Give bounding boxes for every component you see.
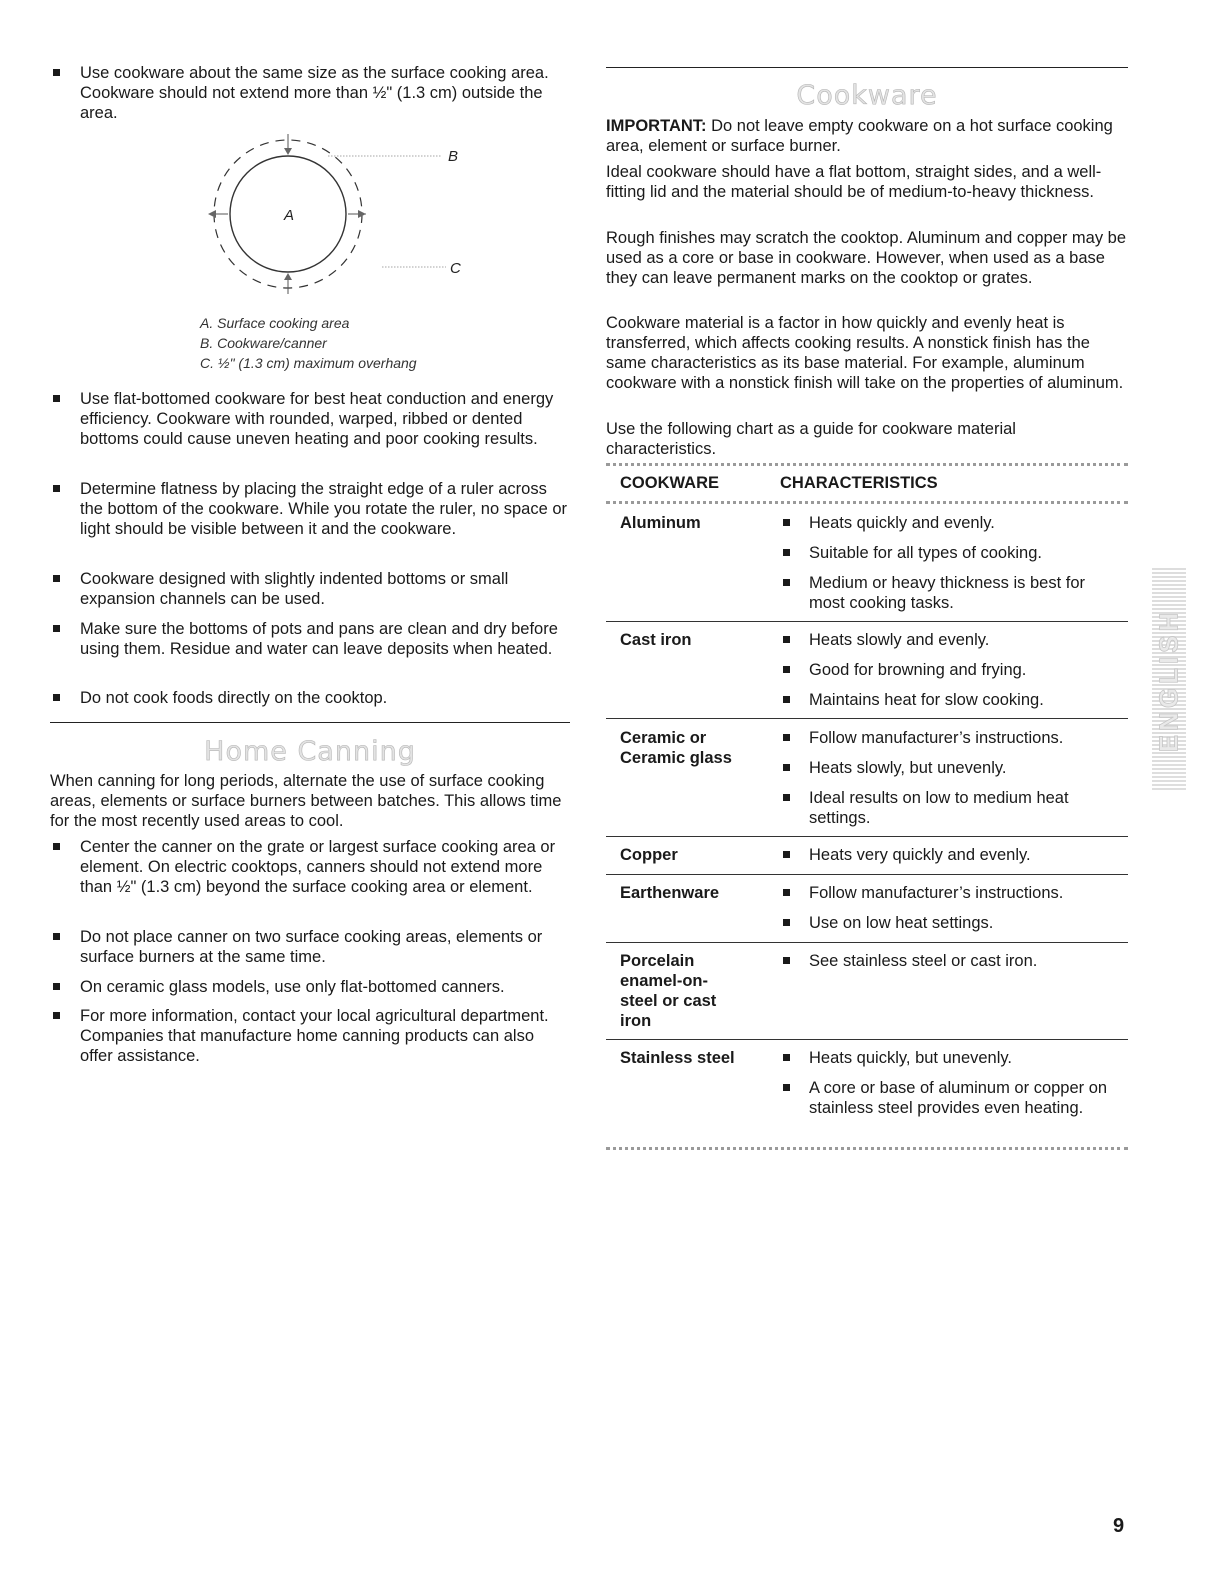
list-item: Follow manufacturer’s instructions. (780, 883, 1110, 903)
canning-intro: When canning for long periods, alternate the use of surface cooking areas, elements or surface burners between batches. This allows time for the most recently used areas to cool. (50, 772, 562, 830)
list-item: Cookware designed with slightly indented bottoms or small expansion channels can be used. (50, 569, 570, 609)
row-divider (606, 874, 1128, 875)
important-text: Do not leave empty cookware on a hot surface cooking area, element or surface burner. (606, 117, 1113, 155)
home-canning-heading: Home Canning (204, 736, 416, 767)
list-item: Good for browning and frying. (780, 660, 1110, 680)
bullet-square-icon (783, 851, 790, 858)
material-name: Porcelain enamel-on-steel or cast iron (620, 952, 717, 1030)
cookware-heading: Cookware (796, 80, 938, 111)
bullet-square-icon (783, 957, 790, 964)
list-item: Make sure the bottoms of pots and pans are clean and dry before using them. Residue and water can leave deposits when heated. (50, 619, 570, 659)
bullet-square-icon (783, 734, 790, 741)
label-b: B (448, 148, 459, 165)
list-item: Medium or heavy thickness is best for most cooking tasks. (780, 573, 1110, 613)
bullet-square-icon (53, 933, 60, 940)
bullet-square-icon (783, 794, 790, 801)
important-label: IMPORTANT: (606, 117, 707, 135)
material-name: Copper (620, 846, 678, 864)
bullet-square-icon (783, 666, 790, 673)
material-name: Ceramic or Ceramic glass (620, 729, 732, 767)
row-divider (606, 836, 1128, 837)
label-a: A (284, 207, 295, 224)
list-item: A core or base of aluminum or copper on stainless steel provides even heating. (780, 1078, 1110, 1118)
page-number: 9 (1113, 1515, 1125, 1537)
row-divider (606, 718, 1128, 719)
intro-bullet-list (50, 63, 570, 123)
bullet-square-icon (783, 889, 790, 896)
list-item: Use cookware about the same size as the surface cooking area. Cookware should not extend more than ½" (1.3 cm) outside the area. (50, 63, 570, 123)
material-name: Cast iron (620, 631, 692, 649)
list-item: On ceramic glass models, use only flat-bottomed canners. (50, 977, 570, 997)
table-bottom-rule (606, 1147, 1128, 1150)
header-bottom-rule (606, 501, 1128, 504)
list-item: Heats quickly and evenly. (780, 513, 1110, 533)
caption-c: C. ½" (1.3 cm) maximum overhang (200, 355, 417, 371)
bullet-square-icon (53, 625, 60, 632)
list-item: Maintains heat for slow cooking. (780, 690, 1110, 710)
list-item: See stainless steel or cast iron. (780, 951, 1110, 971)
section-divider (50, 722, 570, 723)
row-divider (606, 621, 1128, 622)
list-item: Do not place canner on two surface cooking areas, elements or surface burners at the same time. (50, 927, 570, 967)
bullet-square-icon (783, 1054, 790, 1061)
cookware-table (606, 0, 1128, 1575)
bullet-square-icon (783, 519, 790, 526)
diagram-captions (200, 313, 417, 373)
cookware-paragraph: Cookware material is a factor in how quickly and evenly heat is transferred, which affects cooking results. A nonstick finish has the same characteristics as its base material. For example, aluminum cookware with a nonstick finish will take on the properties of aluminum. (606, 314, 1124, 392)
list-item: Follow manufacturer’s instructions. (780, 728, 1110, 748)
list-item: Heats very quickly and evenly. (780, 845, 1110, 865)
bullet-square-icon (53, 575, 60, 582)
cookware-paragraph: Rough finishes may scratch the cooktop. Aluminum and copper may be used as a core or base in cookware. However, when used as a base they can leave permanent marks on the cooktop or grates. (606, 229, 1127, 287)
side-tab-label: ENGLISH (1153, 608, 1184, 753)
list-item: Heats slowly and evenly. (780, 630, 1110, 650)
list-item: Center the canner on the grate or largest surface cooking area or element. On electric cooktops, canners should not extend more than ½" (1.3 cm) beyond the surface cooking area or element. (50, 837, 570, 897)
bullet-square-icon (783, 696, 790, 703)
language-side-tab (1152, 568, 1186, 790)
list-item: Ideal results on low to medium heat settings. (780, 788, 1110, 828)
caption-b: B. Cookware/canner (200, 335, 327, 351)
bullet-square-icon (53, 1012, 60, 1019)
list-item: Use flat-bottomed cookware for best heat conduction and energy efficiency. Cookware with rounded, warped, ribbed or dented bottoms could cause uneven heating and poor cooking results. (50, 389, 570, 449)
list-item: Do not cook foods directly on the cooktop. (50, 688, 570, 708)
material-name: Aluminum (620, 514, 701, 532)
bullet-square-icon (783, 579, 790, 586)
bullet-square-icon (53, 395, 60, 402)
column-header-cookware: COOKWARE (620, 474, 719, 492)
list-item: Suitable for all types of cooking. (780, 543, 1110, 563)
cookware-paragraph: Use the following chart as a guide for cookware material characteristics. (606, 420, 1016, 458)
table-top-rule (606, 463, 1128, 466)
list-item: Heats slowly, but unevenly. (780, 758, 1110, 778)
bullet-square-icon (53, 843, 60, 850)
bullet-square-icon (783, 636, 790, 643)
list-item: Heats quickly, but unevenly. (780, 1048, 1110, 1068)
material-name: Earthenware (620, 884, 720, 902)
bullet-square-icon (783, 1084, 790, 1091)
arrow-up-icon (284, 273, 292, 280)
bullet-square-icon (783, 549, 790, 556)
row-divider (606, 1039, 1128, 1040)
cookware-paragraph: Ideal cookware should have a flat bottom, straight sides, and a well-fitting lid and the material should be of medium-to-heavy thickness. (606, 163, 1102, 201)
material-name: Stainless steel (620, 1049, 735, 1067)
arrow-left-icon (208, 210, 216, 218)
cookware-overhang-diagram (180, 128, 480, 308)
caption-a: A. Surface cooking area (200, 315, 350, 331)
bullet-square-icon (53, 983, 60, 990)
list-item: Use on low heat settings. (780, 913, 1110, 933)
list-item: For more information, contact your local agricultural department. Companies that manufacture home canning products can also offer assistance. (50, 1006, 570, 1066)
list-item: Determine flatness by placing the straight edge of a ruler across the bottom of the cookware. While you rotate the ruler, no space or light should be visible between it and the cookware. (50, 479, 570, 539)
bullet-square-icon (783, 764, 790, 771)
arrow-down-icon (284, 148, 292, 155)
bullet-square-icon (53, 69, 60, 76)
label-c: C (450, 260, 461, 277)
bullet-square-icon (53, 485, 60, 492)
bullet-square-icon (783, 919, 790, 926)
column-header-characteristics: CHARACTERISTICS (780, 474, 938, 492)
bullet-square-icon (53, 694, 60, 701)
row-divider (606, 942, 1128, 943)
